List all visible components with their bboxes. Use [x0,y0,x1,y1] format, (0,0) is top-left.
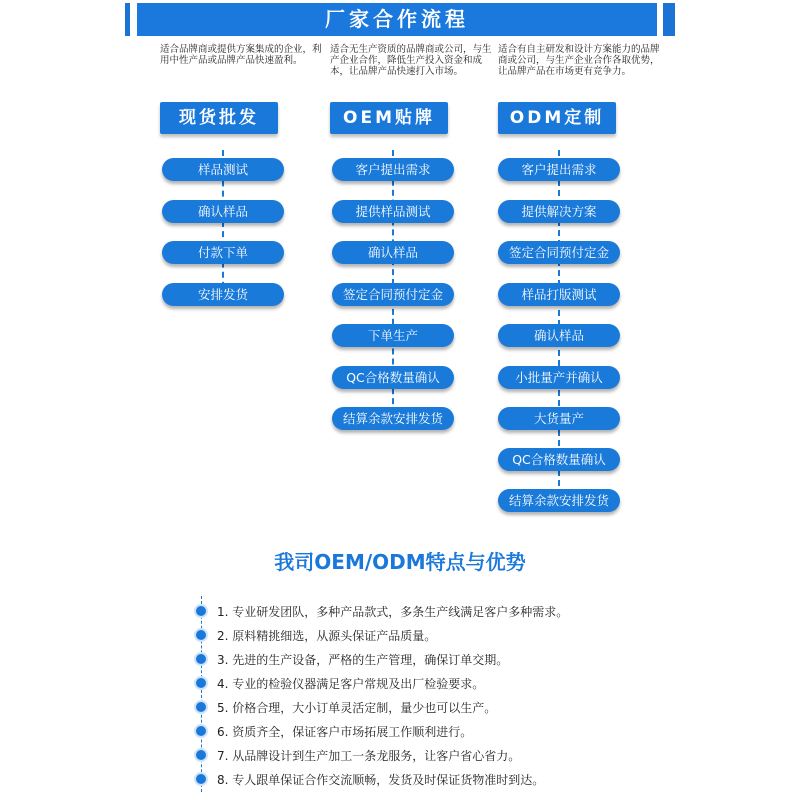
advantage-item [196,720,626,742]
bullet-dot-icon [196,606,206,616]
column-title-badge: OEM贴牌 [330,102,448,134]
flow-step: 结算余款安排发货 [332,407,454,430]
column-description: 适合品牌商或提供方案集成的企业，利用中性产品或品牌产品快速盈利。 [160,44,322,66]
advantage-item [196,672,626,694]
advantage-text: 8. 专人跟单保证合作交流顺畅，发货及时保证货物准时到达。 [217,773,545,787]
flow-step: 付款下单 [162,241,284,264]
bullet-dot-icon [196,678,206,688]
bullet-dot-icon [196,702,206,712]
flow-step: 提供样品测试 [332,200,454,223]
advantage-item [196,648,626,670]
column-title-badge: ODM定制 [498,102,616,134]
advantage-item [196,768,626,790]
advantage-item [196,696,626,718]
flow-step: 下单生产 [332,324,454,347]
flow-step: 结算余款安排发货 [498,489,620,512]
flow-step: 客户提出需求 [332,158,454,181]
flow-step: QC合格数量确认 [332,366,454,389]
flow-step: 小批量产并确认 [498,366,620,389]
bullet-dot-icon [196,654,206,664]
advantage-text: 3. 先进的生产设备，严格的生产管理，确保订单交期。 [217,653,509,667]
advantage-item [196,624,626,646]
advantage-item [196,744,626,766]
bullet-dot-icon [196,726,206,736]
advantage-text: 1. 专业研发团队，多种产品款式，多条生产线满足客户多种需求。 [217,605,569,619]
advantage-text: 2. 原料精挑细选，从源头保证产品质量。 [217,629,437,643]
bullet-dot-icon [196,774,206,784]
bullet-dot-icon [196,750,206,760]
flow-step: 签定合同预付定金 [332,283,454,306]
column-description: 适合有自主研发和设计方案能力的品牌商或公司，与生产企业合作各取优势，让品牌产品在市场更有竞争力。 [498,44,660,77]
advantages-title: 我司OEM/ODM特点与优势 [274,550,526,574]
header-banner [125,0,675,42]
flow-step: QC合格数量确认 [498,448,620,471]
column-description: 适合无生产资质的品牌商或公司，与生产企业合作，降低生产投入资金和成本，让品牌产品快速打入市场。 [330,44,492,77]
flow-step: 样品测试 [162,158,284,181]
banner-stripe-right [663,3,675,36]
flow-step: 确认样品 [498,324,620,347]
flow-step: 签定合同预付定金 [498,241,620,264]
banner-stripe-left [125,3,130,36]
advantage-text: 5. 价格合理，大小订单灵活定制，量少也可以生产。 [217,701,497,715]
page-title: 厂家合作流程 [137,3,657,36]
bullet-dot-icon [196,630,206,640]
advantage-item [196,600,626,622]
column-wholesale [160,44,330,128]
flow-step: 确认样品 [332,241,454,264]
column-title-badge: 现货批发 [160,102,278,134]
flow-step: 确认样品 [162,200,284,223]
flow-step: 提供解决方案 [498,200,620,223]
advantage-text: 6. 资质齐全，保证客户市场拓展工作顺利进行。 [217,725,473,739]
flow-step: 大货量产 [498,407,620,430]
column-oem [330,44,500,128]
flow-step: 客户提出需求 [498,158,620,181]
column-odm [498,44,668,128]
advantage-text: 7. 从品牌设计到生产加工一条龙服务，让客户省心省力。 [217,749,521,763]
flow-step: 样品打版测试 [498,283,620,306]
flow-step: 安排发货 [162,283,284,306]
advantage-text: 4. 专业的检验仪器满足客户常规及出厂检验要求。 [217,677,485,691]
